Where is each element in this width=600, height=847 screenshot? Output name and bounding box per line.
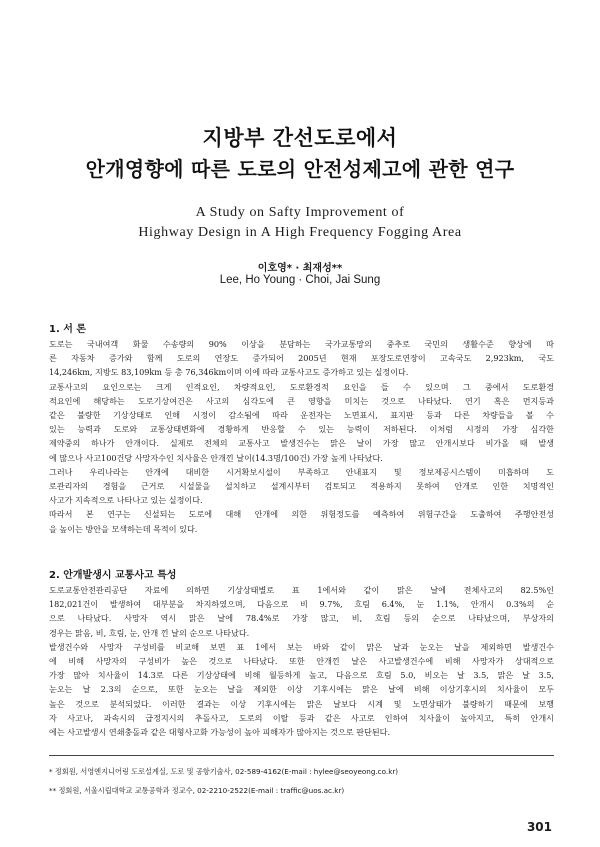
section2-line: 자 사고나, 과속시의 급정지시의 추돌사고, 도로의 이탈 등과 같은 사고로 인하여 치사율이 높아지고, 특히 안개시 <box>49 712 554 723</box>
title-ko-line1: 지방부 간선도로에서 <box>202 126 398 150</box>
section1-line: 로관리자의 경험을 근거로 시설물을 설치하고 설계시부터 검토되고 적용하지 못하여 안개로 인한 치명적인 <box>49 481 554 492</box>
section1-line: 따라서 본 연구는 신설되는 도로에 대해 안개에 의한 위험정도를 예측하여 위험구간을 도출하여 주행안전성 <box>49 509 554 520</box>
section2-line: 으로 나타났다. 사망자 역시 맑은 날에 78.4%로 가장 많고, 비, 흐림 등의 순으로 나타났으며, 부상자의 <box>49 613 554 624</box>
section1-line: 른 자동차 증가와 함께 도로의 연장도 증가되어 2005년 현재 포장도로연장이 고속국도 2,923km, 국도 <box>49 353 554 364</box>
section2-line: 눈오는 날 2.3의 순으로, 또한 눈오는 날을 제외한 이상 기후시에는 맑은 날에 비해 이상기후시의 치사율이 모두 <box>49 684 554 695</box>
section2-body <box>49 583 554 739</box>
section1-line: 적요인에 해당하는 도로기상여건은 사고의 심각도에 큰 영향을 미치는 것으로 나타났다. 연기 혹은 먼지등과 <box>49 395 554 406</box>
title-ko-line2: 안개영향에 따른 도로의 안전성제고에 관한 연구 <box>85 157 515 181</box>
section1-line: 을 높이는 방안을 모색하는데 목적이 있다. <box>49 523 198 534</box>
title-en-line2: Highway Design in A High Frequency Fogging Area <box>138 225 462 240</box>
section1-line: 에 많으나 사고100건당 사망자수인 치사율은 안개낀 날이(14.3명/100건) 가장 높게 나타났다. <box>49 452 383 463</box>
section2-line: 에 비해 사망자의 구성비가 높은 것으로 나타났다. 또한 안개낀 날은 사고발생건수에 비해 사망자가 상대적으로 <box>49 656 554 667</box>
section2-line: 182,021건이 발생하여 대부분을 차지하였으며, 다음으로 비 9.7%, 흐림 6.4%, 눈 1.1%, 안개시 0.3%의 순 <box>49 599 554 610</box>
section1-heading: 1. 서 론 <box>49 324 87 335</box>
authors-korean: 이호영* · 최재성** <box>257 263 343 274</box>
footnote-author2: ** 정회원, 서울시립대학교 교통공학과 정교수, 02-2210-2522(E-mail : traffic@uos.ac.kr) <box>49 786 345 795</box>
page-number: 301 <box>526 820 552 834</box>
section2-line: 도로교통안전관리공단 자료에 의하면 기상상태별로 표 1에서와 같이 맑은 날에 전체사고의 82.5%인 <box>49 585 554 595</box>
section1-line: 도로는 국내여객 화물 수송량의 90% 이상을 분담하는 국가교통망의 중추로 국민의 생활수준 향상에 따 <box>49 339 554 349</box>
footnote-author1: * 정회원, 서영엔지니어링 도로설계실, 도로 및 공항기술사, 02-589-4162(E-mail : hylee@seoyeong.co.kr) <box>49 767 399 776</box>
section2-line: 경우는 맑음, 비, 흐림, 눈, 안개 낀 날의 순으로 나타났다. <box>49 627 250 638</box>
section1-line: 있는 능력과 도로와 교통상태변화에 경황하게 반응할 수 있는 능력이 저하된다. 이처럼 시정의 가장 심각한 <box>49 424 554 435</box>
section1-line: 교통사고의 요인으로는 크게 인적요인, 차량적요인, 도로환경적 요인을 들 수 있으며 그 중에서 도로환경 <box>49 381 554 392</box>
section1-line: 사고가 지속적으로 나타나고 있는 실정이다. <box>49 495 203 506</box>
authors-english: Lee, Ho Young · Choi, Jai Sung <box>219 274 381 286</box>
section1-line: 제약중의 하나가 안개이다. 실제로 전체의 교통사고 발생건수는 맑은 날이 가장 많고 안개시보다 비가올 때 발생 <box>49 438 554 449</box>
section2-line: 가장 많아 치사율이 14.3로 다른 기상상태에 비해 월등하게 높고, 다음으로 흐림 5.0, 비오는 날 3.5, 맑은 날 3.5, <box>49 670 554 681</box>
section1-line: 같은 불량한 기상상태로 인해 시정이 감소됨에 따라 운전자는 노면표시, 표지판 등과 다른 차량들을 볼 수 <box>49 410 554 421</box>
section1-line: 14,246km, 지방도 83,109km 등 총 76,346km이며 이에 따라 교통사고도 증가하고 있는 실정이다. <box>49 367 409 378</box>
footnote-divider <box>49 755 554 756</box>
section2-line: 발생건수와 사망자 구성비를 비교해 보면 표 1에서 보는 바와 같이 맑은 날과 눈오는 날을 제외하면 발생건수 <box>49 641 554 652</box>
section2-line: 에는 사고발생시 연쇄충돌과 같은 대형사고화 가능성이 높아 피해자가 많아지는 것으로 판단된다. <box>49 727 391 738</box>
section1-body <box>49 337 554 536</box>
section2-heading: 2. 안개발생시 교통사고 특성 <box>49 570 177 581</box>
title-en-line1: A Study on Safty Improvement of <box>195 205 405 220</box>
section1-line: 그러나 우리나라는 안개에 대비한 시거확보시설이 부족하고 안내표지 및 정보제공시스템이 미흡하며 도 <box>49 466 554 477</box>
section2-line: 높은 것으로 분석되었다. 이러한 결과는 이상 기후시에는 맑은 날보다 시계 및 노면상태가 불량하기 때문에 보행 <box>49 698 554 709</box>
